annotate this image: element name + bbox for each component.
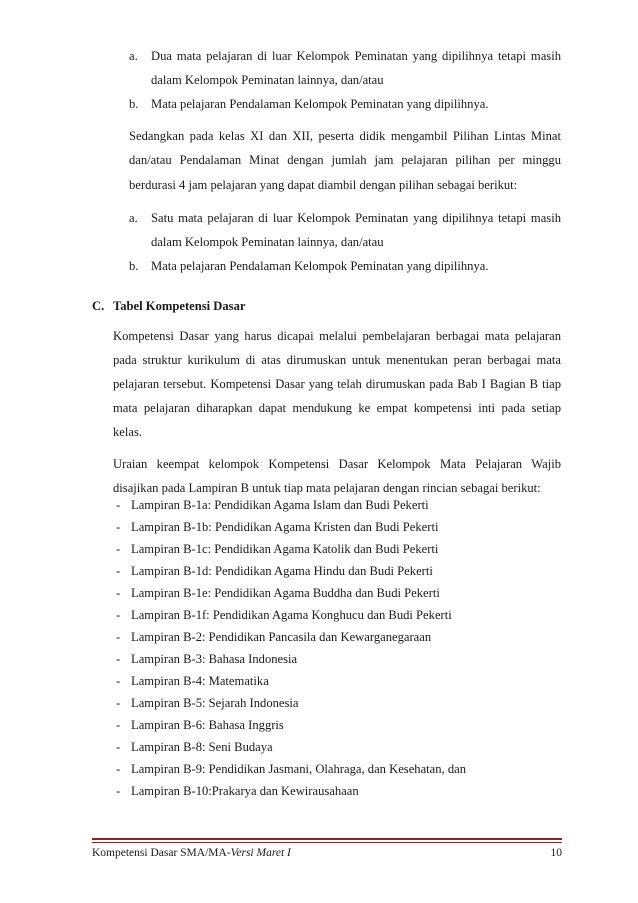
footer-doc-title: Kompetensi Dasar SMA/MA- xyxy=(92,847,231,859)
page-number: 10 xyxy=(550,847,562,859)
lampiran-item: Lampiran B-5: Sejarah Indonesia xyxy=(131,696,299,710)
list1-item-a-line2: dalam Kelompok Peminatan lainnya, dan/atau xyxy=(151,73,384,87)
lampiran-item: Lampiran B-1a: Pendidikan Agama Islam dan Budi Pekerti xyxy=(131,498,429,512)
lampiran-item: Lampiran B-4: Matematika xyxy=(131,674,269,688)
lampiran-item: Lampiran B-10:Prakarya dan Kewirausahaan xyxy=(131,784,359,798)
para-kd-line2: pada struktur kurikulum di atas dirumuskan untuk menentukan peran berbagai mata xyxy=(113,353,561,367)
lampiran-item: Lampiran B-1d: Pendidikan Agama Hindu dan Budi Pekerti xyxy=(131,564,433,578)
list2-item-a-line1: Satu mata pelajaran di luar Kelompok Peminatan yang dipilihnya tetapi masih xyxy=(151,211,561,225)
footer-version: Versi Maret I xyxy=(230,847,291,859)
para-uraian-line1: Uraian keempat kelompok Kompetensi Dasar Kelompok Mata Pelajaran Wajib xyxy=(113,457,561,471)
lampiran-item: Lampiran B-8: Seni Budaya xyxy=(131,740,273,754)
para-kd-line5: kelas. xyxy=(113,425,143,439)
list2-item-b-line1: Mata pelajaran Pendalaman Kelompok Peminatan yang dipilihnya. xyxy=(151,259,489,273)
footer-title xyxy=(92,846,291,860)
lampiran-bullet: - xyxy=(116,564,121,578)
lampiran-item: Lampiran B-1c: Pendidikan Agama Katolik dan Budi Pekerti xyxy=(131,542,439,556)
lampiran-bullet: - xyxy=(116,718,121,732)
lampiran-bullet: - xyxy=(116,586,121,600)
list1-item-a-line1: Dua mata pelajaran di luar Kelompok Peminatan yang dipilihnya tetapi masih xyxy=(151,49,561,63)
lampiran-item: Lampiran B-9: Pendidikan Jasmani, Olahraga, dan Kesehatan, dan xyxy=(131,762,467,776)
list1-marker-a: a. xyxy=(129,49,138,63)
para-lintas-line1: Sedangkan pada kelas XI dan XII, peserta didik mengambil Pilihan Lintas Minat xyxy=(129,129,561,143)
lampiran-item: Lampiran B-1e: Pendidikan Agama Buddha dan Budi Pekerti xyxy=(131,586,440,600)
para-kd-line1: Kompetensi Dasar yang harus dicapai melalui pembelajaran berbagai mata pelajaran xyxy=(113,329,561,343)
list2-marker-a: a. xyxy=(129,211,138,225)
lampiran-bullet: - xyxy=(116,608,121,622)
lampiran-bullet: - xyxy=(116,696,121,710)
para-uraian-line2: disajikan pada Lampiran B untuk tiap mata pelajaran dengan rincian sebagai berikut: xyxy=(113,481,541,495)
lampiran-bullet: - xyxy=(116,630,121,644)
list1-marker-b: b. xyxy=(129,97,139,111)
lampiran-item: Lampiran B-3: Bahasa Indonesia xyxy=(131,652,298,666)
lampiran-bullet: - xyxy=(116,498,121,512)
para-kd-line4: mata pelajaran diharapkan dapat mendukung ke empat kompetensi inti pada setiap xyxy=(113,401,561,415)
lampiran-bullet: - xyxy=(116,520,121,534)
footer-rule-thick xyxy=(92,838,562,840)
lampiran-bullet: - xyxy=(116,652,121,666)
list2-item-a-line2: dalam Kelompok Peminatan lainnya, dan/atau xyxy=(151,235,384,249)
lampiran-item: Lampiran B-6: Bahasa Inggris xyxy=(131,718,284,732)
lampiran-bullet: - xyxy=(116,674,121,688)
section-c-title: Tabel Kompetensi Dasar xyxy=(113,299,246,313)
lampiran-bullet: - xyxy=(116,762,121,776)
para-kd-line3: pelajaran tersebut. Kompetensi Dasar yang telah dirumuskan pada Bab I Bagian B tiap xyxy=(113,377,561,391)
list1-item-b-line1: Mata pelajaran Pendalaman Kelompok Peminatan yang dipilihnya. xyxy=(151,97,489,111)
lampiran-bullet: - xyxy=(116,542,121,556)
lampiran-item: Lampiran B-1f: Pendidikan Agama Konghucu dan Budi Pekerti xyxy=(131,608,452,622)
list2-marker-b: b. xyxy=(129,259,139,273)
footer-rule-thin xyxy=(92,842,562,843)
para-lintas-line2: dan/atau Pendalaman Minat dengan jumlah jam pelajaran pilihan per minggu xyxy=(129,153,561,167)
lampiran-item: Lampiran B-1b: Pendidikan Agama Kristen dan Budi Pekerti xyxy=(131,520,439,534)
para-lintas-line3: berdurasi 4 jam pelajaran yang dapat diambil dengan pilihan sebagai berikut: xyxy=(129,178,518,192)
lampiran-bullet: - xyxy=(116,784,121,798)
section-c-marker: C. xyxy=(92,299,105,313)
lampiran-bullet: - xyxy=(116,740,121,754)
lampiran-item: Lampiran B-2: Pendidikan Pancasila dan Kewarganegaraan xyxy=(131,630,432,644)
